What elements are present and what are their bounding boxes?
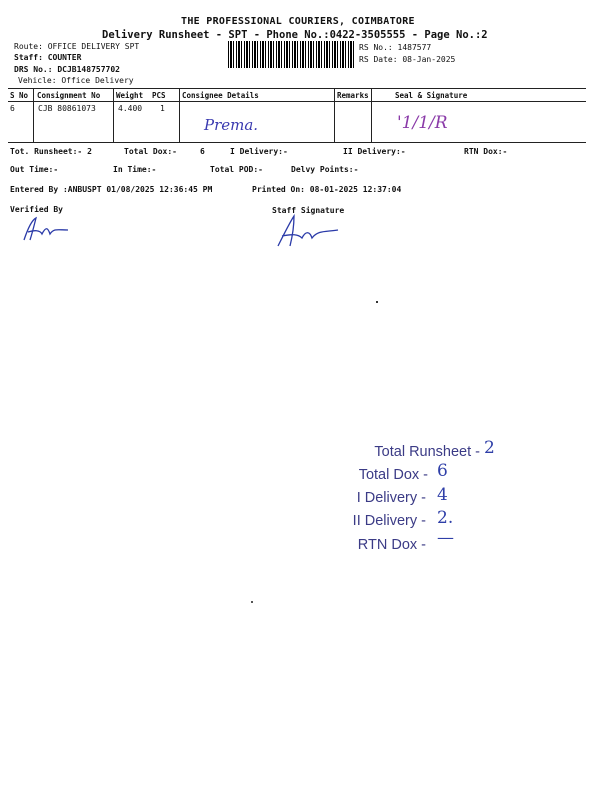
delvy-points-label: Delvy Points:- bbox=[291, 165, 359, 174]
stray-dot bbox=[376, 301, 378, 303]
header-consignee-details: Consignee Details bbox=[182, 91, 259, 100]
vehicle-field: Vehicle: Office Delivery bbox=[18, 76, 134, 85]
col-divider bbox=[371, 88, 372, 142]
total-dox-value: 6 bbox=[200, 147, 205, 156]
rs-date: RS Date: 08-Jan-2025 bbox=[359, 55, 456, 64]
table-header-border bbox=[8, 101, 586, 102]
entered-by: Entered By :ANBUSPT 01/08/2025 12:36:45 PM bbox=[10, 185, 213, 194]
summary-label: I Delivery - bbox=[356, 490, 426, 506]
summary-label: Total Dox - bbox=[358, 467, 428, 483]
header-weight: Weight bbox=[116, 91, 144, 100]
staff-signature-label: Staff Signature bbox=[272, 206, 345, 215]
ii-delivery-label: II Delivery:- bbox=[343, 147, 406, 156]
runsheet-title: Delivery Runsheet - SPT - Phone No.:0422-3505555 - Page No.:2 bbox=[102, 29, 488, 41]
rtn-dox-label: RTN Dox:- bbox=[464, 147, 508, 156]
out-time-label: Out Time:- bbox=[10, 165, 59, 174]
printed-on: Printed On: 08-01-2025 12:37:04 bbox=[252, 185, 402, 194]
total-pod-label: Total POD:- bbox=[210, 165, 263, 174]
summary-value: 6 bbox=[437, 461, 448, 481]
summary-label: II Delivery - bbox=[352, 513, 426, 529]
summary-value: 2 bbox=[484, 438, 495, 458]
header-remarks: Remarks bbox=[337, 91, 369, 100]
table-top-border bbox=[8, 88, 586, 89]
summary-row bbox=[318, 441, 480, 460]
cell-consignment-no: CJB 80861073 bbox=[38, 104, 96, 113]
table-bottom-border bbox=[8, 142, 586, 143]
header-sno: S No bbox=[10, 91, 29, 100]
summary-value: 2. bbox=[437, 508, 454, 528]
col-divider bbox=[33, 88, 34, 142]
tot-runsheet: Tot. Runsheet:- 2 bbox=[10, 147, 92, 156]
header-pcs: PCS bbox=[152, 91, 166, 100]
col-divider bbox=[113, 88, 114, 142]
in-time-label: In Time:- bbox=[113, 165, 157, 174]
staff-field: Staff: COUNTER bbox=[14, 53, 82, 62]
summary-value: — bbox=[437, 528, 454, 548]
summary-row bbox=[320, 510, 426, 529]
total-dox-label: Total Dox:- bbox=[124, 147, 177, 156]
cell-weight: 4.400 bbox=[118, 104, 143, 113]
verified-signature-image bbox=[18, 214, 78, 246]
i-delivery-label: I Delivery:- bbox=[230, 147, 288, 156]
summary-value: 4 bbox=[437, 485, 448, 505]
summary-label: Total Runsheet - bbox=[374, 444, 480, 460]
route-field: Route: OFFICE DELIVERY SPT bbox=[14, 42, 140, 51]
summary-row bbox=[320, 487, 426, 506]
header-consignment-no: Consignment No bbox=[37, 91, 101, 100]
summary-label: RTN Dox - bbox=[357, 537, 426, 553]
col-divider bbox=[334, 88, 335, 142]
col-divider bbox=[179, 88, 180, 142]
seal-handwritten-mark: '1/1/R bbox=[397, 113, 448, 133]
summary-row bbox=[320, 534, 426, 553]
stray-dot bbox=[251, 601, 253, 603]
cell-sno: 6 bbox=[10, 104, 15, 113]
consignee-handwritten-name: Prema. bbox=[204, 116, 259, 134]
summary-row bbox=[320, 464, 428, 483]
company-title: THE PROFESSIONAL COURIERS, COIMBATORE bbox=[181, 16, 415, 27]
drs-number: DRS No.: DCJB148757702 bbox=[14, 65, 120, 74]
barcode-image bbox=[228, 41, 354, 68]
verified-by-label: Verified By bbox=[10, 205, 63, 214]
cell-pcs: 1 bbox=[160, 104, 165, 113]
header-seal-signature: Seal & Signature bbox=[395, 91, 468, 100]
staff-signature-image bbox=[272, 212, 344, 252]
rs-number: RS No.: 1487577 bbox=[359, 43, 432, 52]
